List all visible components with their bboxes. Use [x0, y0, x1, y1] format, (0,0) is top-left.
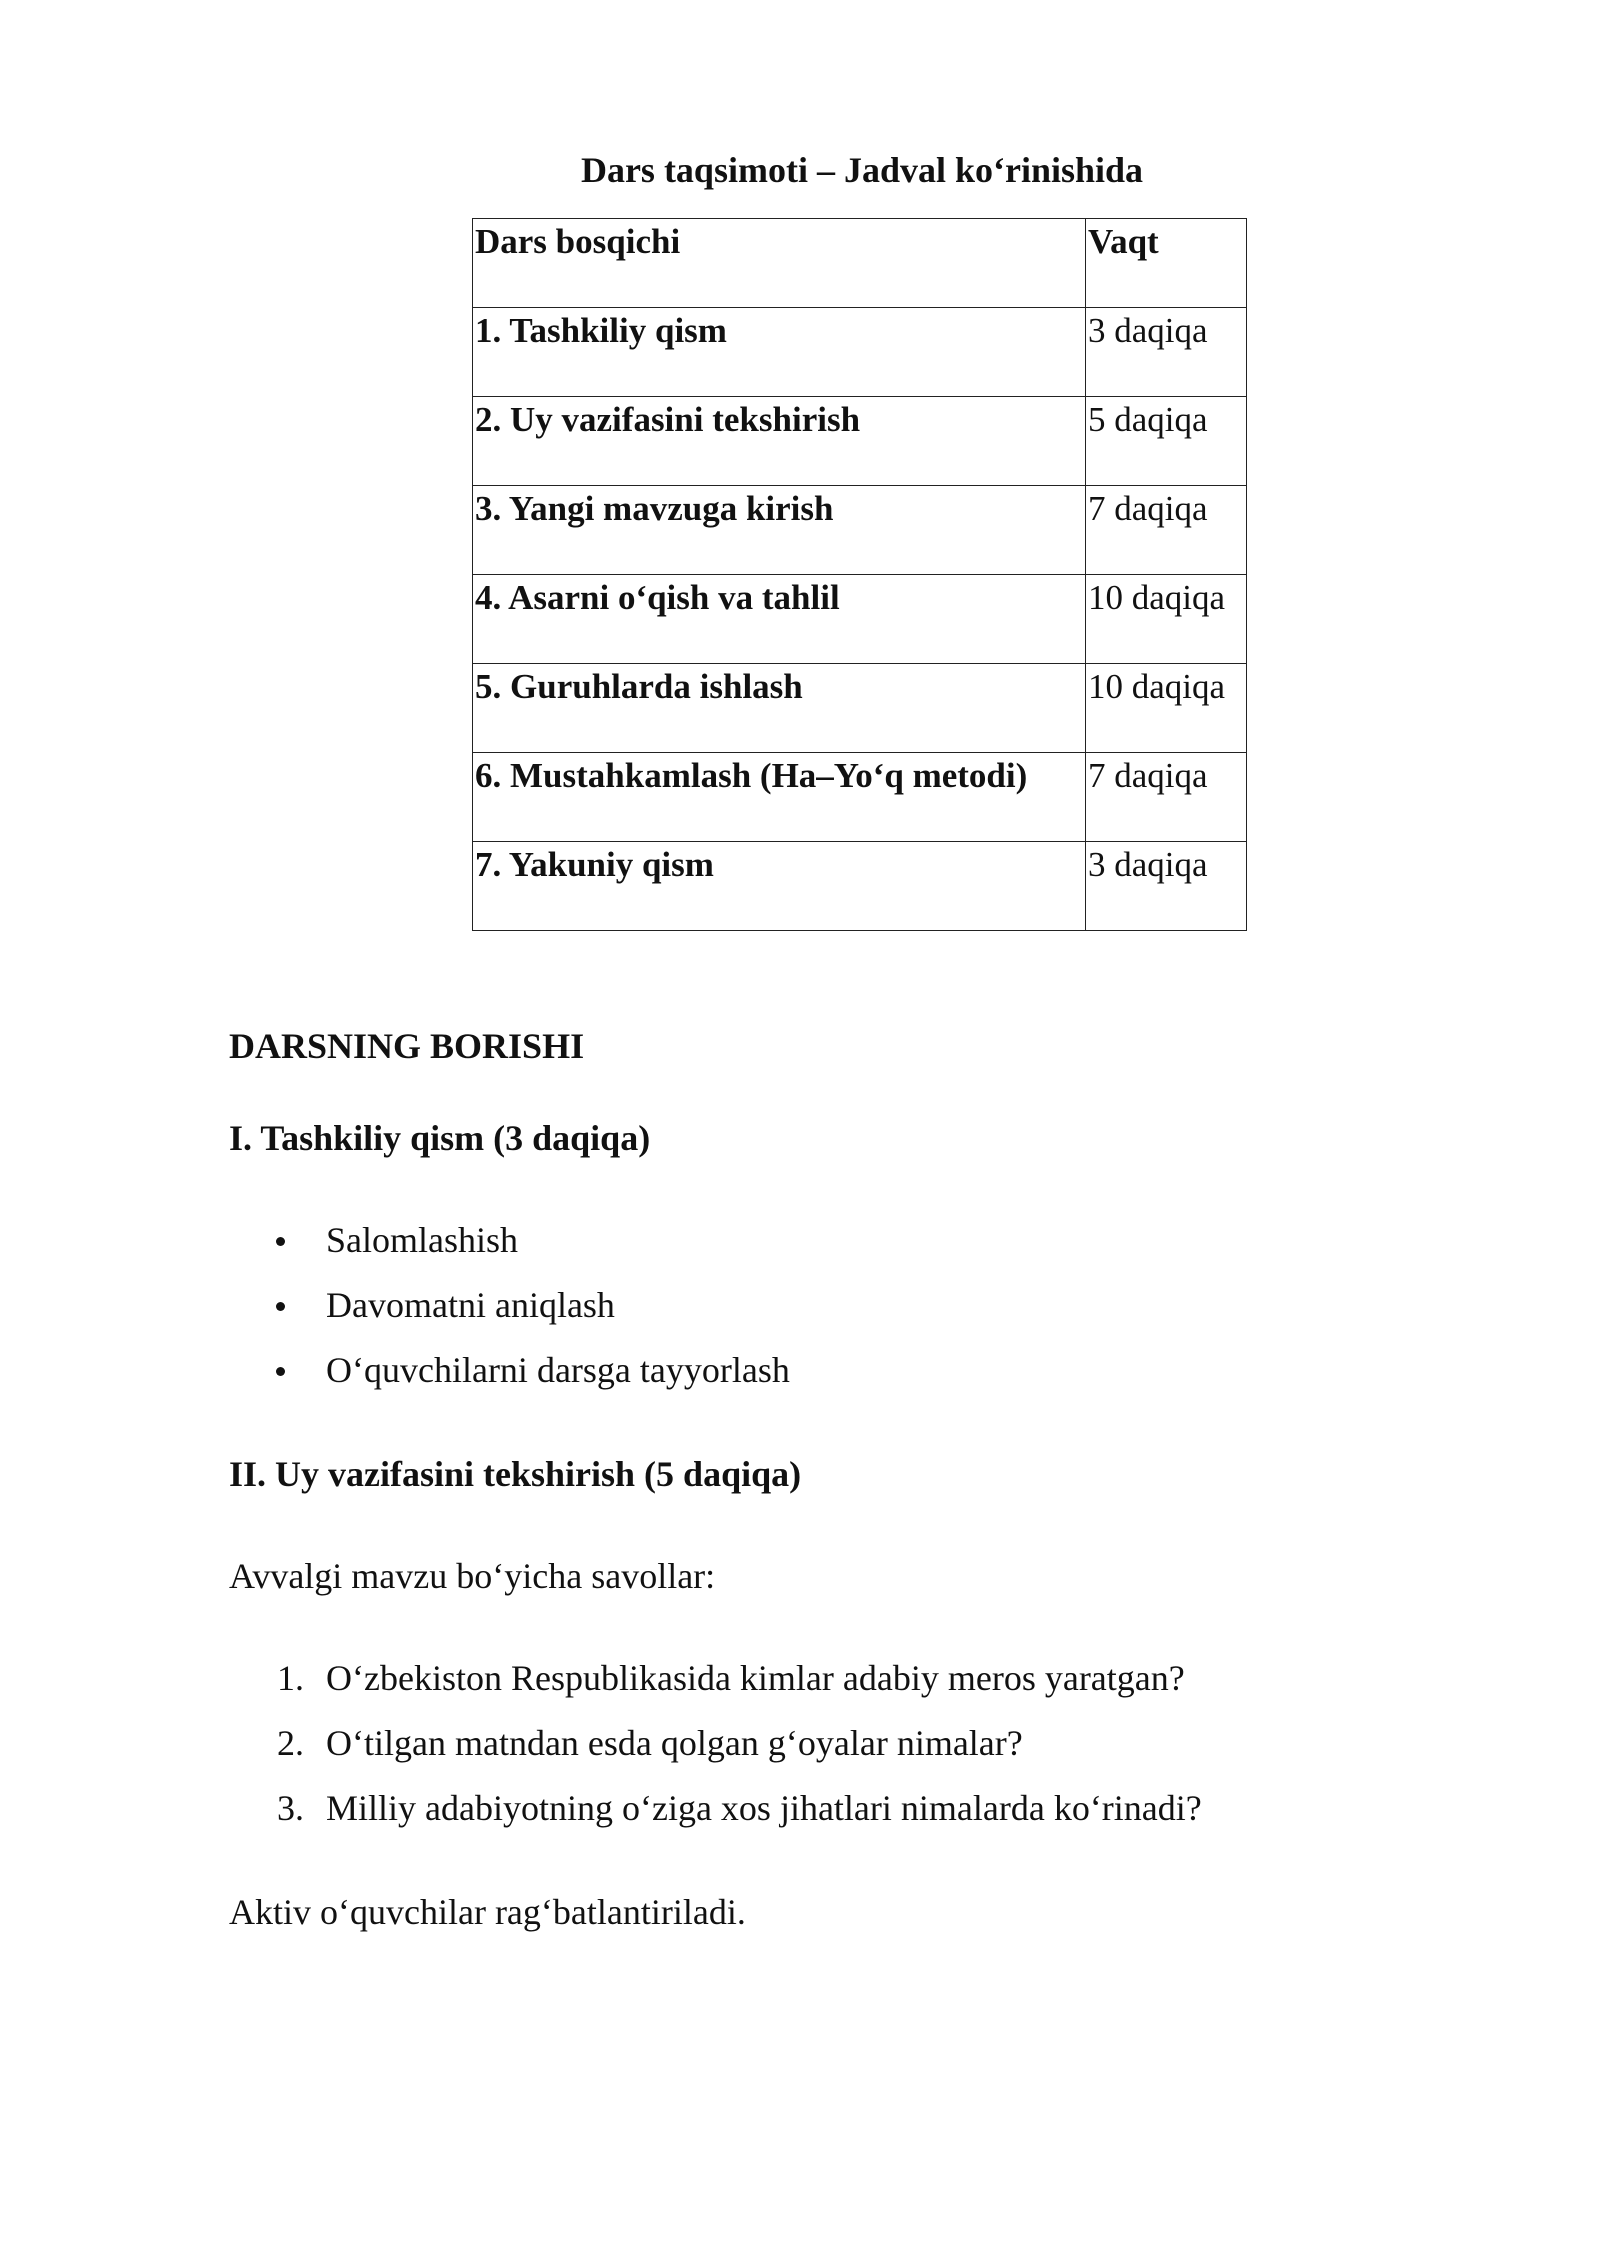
table-cell-stage: 2. Uy vazifasini tekshirish: [473, 397, 1086, 486]
section1-heading: I. Tashkiliy qism (3 daqiqa): [229, 1118, 651, 1158]
table-row: [473, 308, 1247, 397]
table-header-stage: Dars bosqichi: [473, 219, 1086, 308]
table-cell-stage: 1. Tashkiliy qism: [473, 308, 1086, 397]
table-cell-time: 10 daqiqa: [1086, 575, 1247, 664]
table-cell-time: 3 daqiqa: [1086, 308, 1247, 397]
list-item: [229, 1786, 1202, 1851]
table-header-time: Vaqt: [1086, 219, 1247, 308]
section2-question-list: [229, 1656, 1202, 1851]
table-cell-stage: 4. Asarni o‘qish va tahlil: [473, 575, 1086, 664]
list-item: [229, 1283, 790, 1348]
list-item: [229, 1348, 790, 1413]
section2-intro: Avvalgi mavzu bo‘yicha savollar:: [229, 1556, 716, 1596]
lesson-schedule-table: [472, 218, 1247, 931]
bullet-icon: [276, 1302, 285, 1311]
table-row: [473, 664, 1247, 753]
table-row: [473, 753, 1247, 842]
table-row: [473, 575, 1247, 664]
list-item: [229, 1721, 1202, 1786]
bullet-icon: [276, 1237, 285, 1246]
list-item-text: Davomatni aniqlash: [326, 1285, 615, 1325]
list-item-number: 3.: [277, 1788, 304, 1828]
section2-heading: II. Uy vazifasini tekshirish (5 daqiqa): [229, 1454, 802, 1494]
table-title: Dars taqsimoti – Jadval ko‘rinishida: [580, 150, 1144, 190]
table-row: [473, 397, 1247, 486]
bullet-icon: [276, 1367, 285, 1376]
table-cell-stage: 6. Mustahkamlash (Ha–Yo‘q metodi): [473, 753, 1086, 842]
list-item-number: 1.: [277, 1658, 304, 1698]
section1-bullet-list: [229, 1218, 790, 1413]
table-cell-stage: 3. Yangi mavzuga kirish: [473, 486, 1086, 575]
section2-closing: Aktiv o‘quvchilar rag‘batlantiriladi.: [229, 1892, 746, 1932]
list-item: [229, 1218, 790, 1283]
table-cell-stage: 5. Guruhlarda ishlash: [473, 664, 1086, 753]
list-item: [229, 1656, 1202, 1721]
table-row: [473, 842, 1247, 931]
list-item-text: Milliy adabiyotning o‘ziga xos jihatlari nimalarda ko‘rinadi?: [326, 1788, 1202, 1828]
table-cell-time: 5 daqiqa: [1086, 397, 1247, 486]
list-item-text: O‘quvchilarni darsga tayyorlash: [326, 1350, 790, 1390]
table-cell-stage: 7. Yakuniy qism: [473, 842, 1086, 931]
list-item-text: O‘tilgan matndan esda qolgan g‘oyalar nimalar?: [326, 1723, 1023, 1763]
table-row: [473, 486, 1247, 575]
table-cell-time: 3 daqiqa: [1086, 842, 1247, 931]
list-item-text: Salomlashish: [326, 1220, 519, 1260]
table-header-row: [473, 219, 1247, 308]
list-item-number: 2.: [277, 1723, 304, 1763]
table-cell-time: 7 daqiqa: [1086, 486, 1247, 575]
main-section-heading: DARSNING BORISHI: [229, 1026, 585, 1066]
list-item-text: O‘zbekiston Respublikasida kimlar adabiy meros yaratgan?: [326, 1658, 1185, 1698]
table-cell-time: 10 daqiqa: [1086, 664, 1247, 753]
table-cell-time: 7 daqiqa: [1086, 753, 1247, 842]
